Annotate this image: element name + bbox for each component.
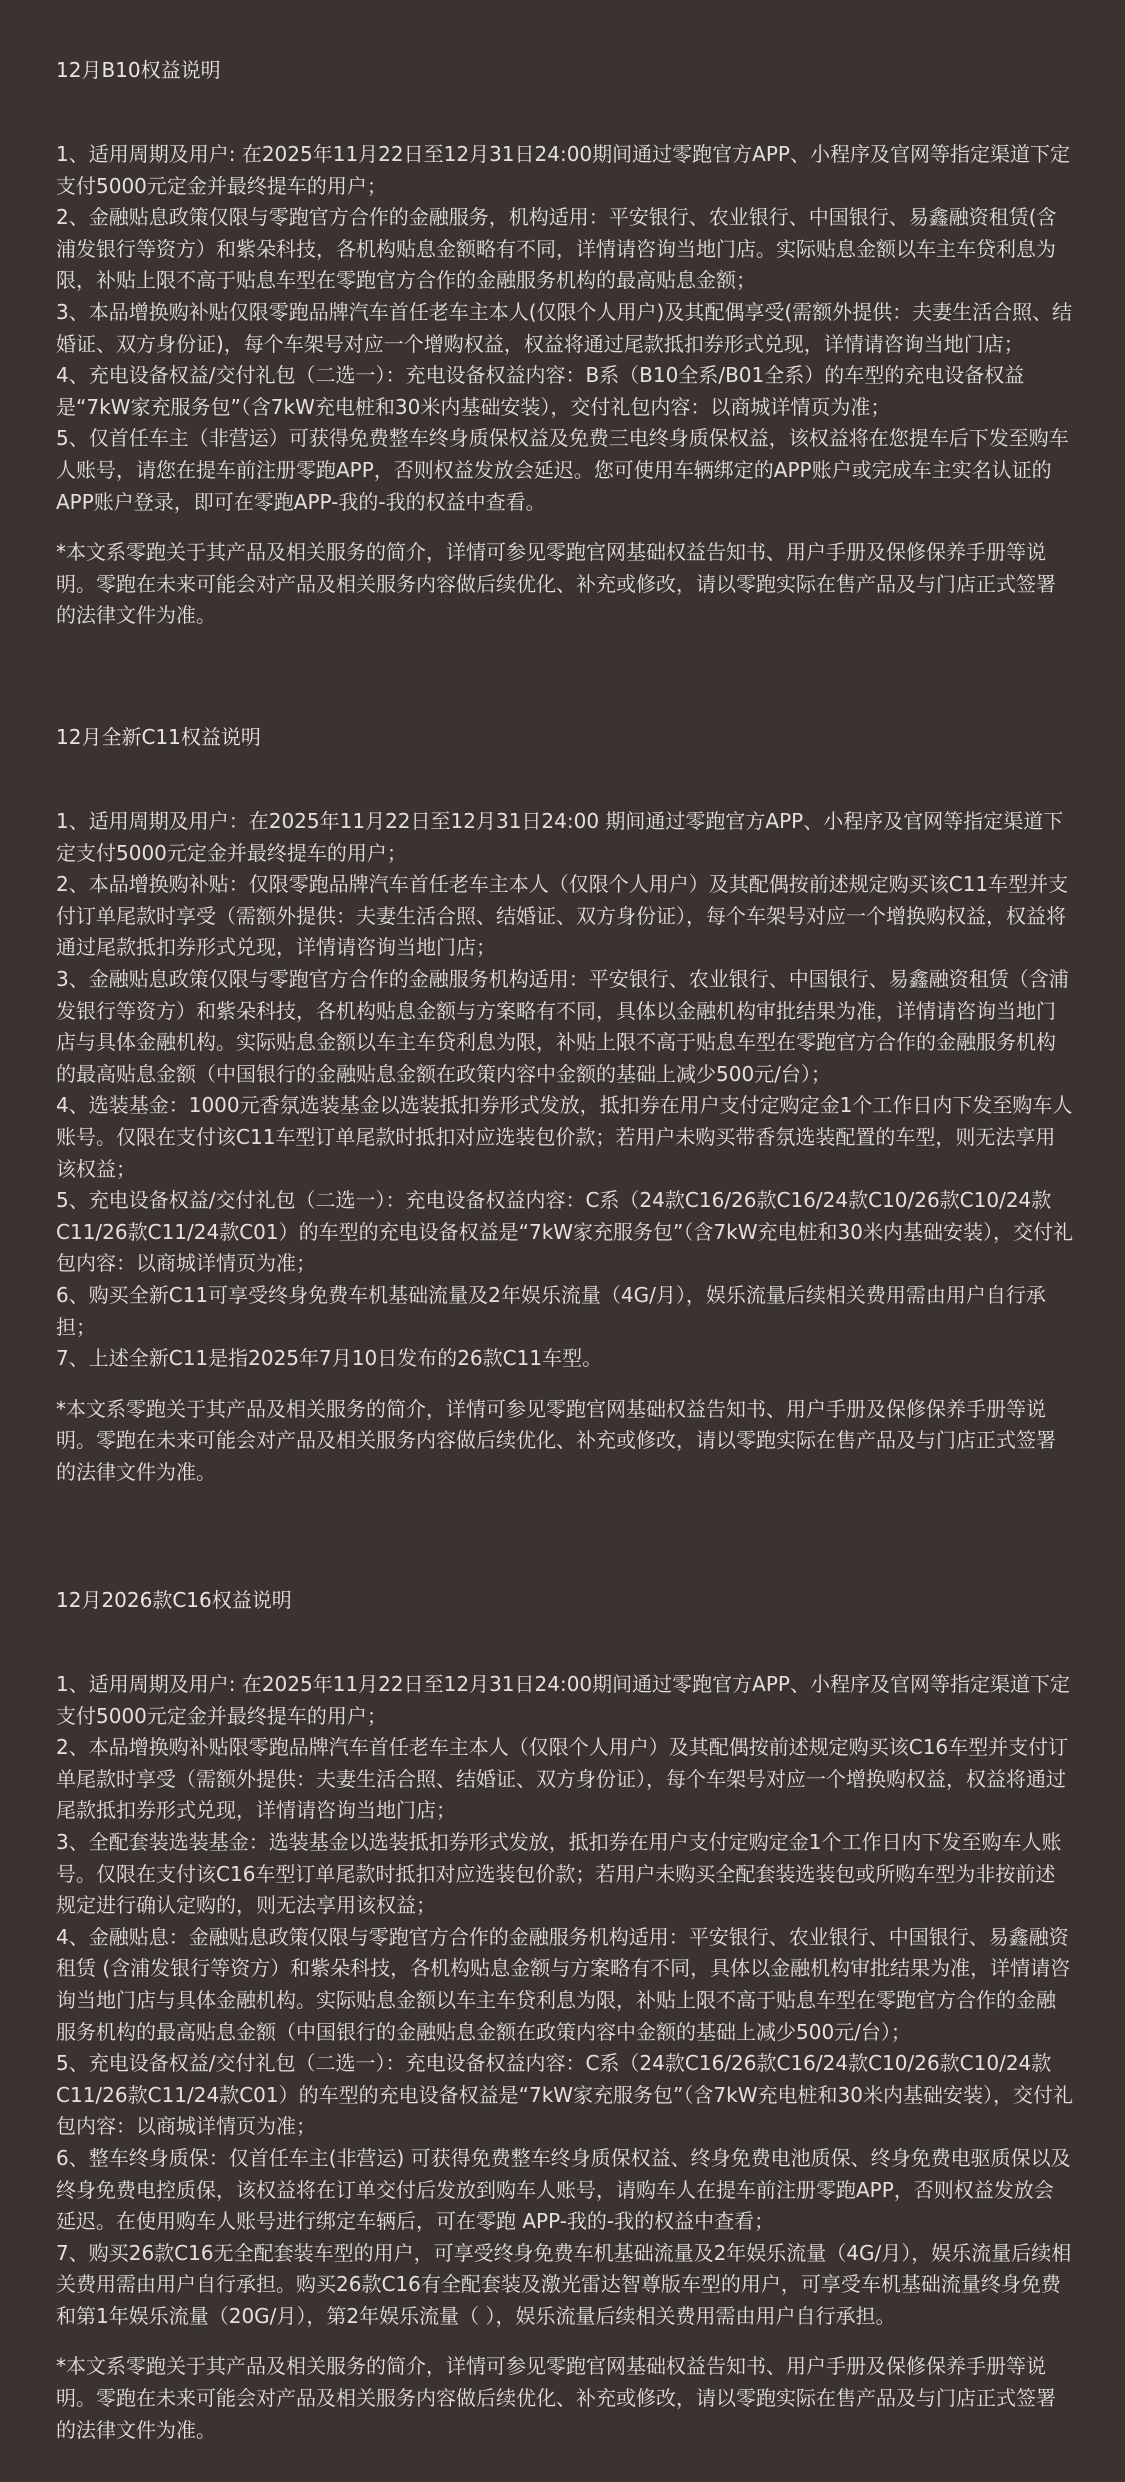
list-item: 5、充电设备权益/交付礼包（二选一）：充电设备权益内容：C系（24款C16/26款C16/24款C10/26款C10/24款C11/26款C11/24款C01）的车型的充电设备权益是“7kW家充服务包”（含7kW充电桩和30米内基础安装），交付礼包内容：以商城详情页为准；: [56, 2051, 1073, 2139]
section-title: 12月2026款C16权益说明: [56, 1588, 292, 1612]
list-item: 6、整车终身质保：仅首任车主(非营运) 可获得免费整车终身质保权益、终身免费电池质保、终身免费电驱质保以及终身免费电控质保，该权益将在订单交付后发放到购车人账号，请购车人在提车前注册零跑APP，否则权益发放会延迟。在使用购车人账号进行绑定车辆后，可在零跑 APP-我的-我的权益中查看；: [56, 2145, 1071, 2234]
list-item: 5、仅首任车主（非营运）可获得免费整车终身质保权益及免费三电终身质保权益，该权益将在您提车后下发至购车人账号，请您在提车前注册零跑APP，否则权益发放会延迟。您可使用车辆绑定的APP账户或完成车主实名认证的APP账户登录，即可在零跑APP-我的-我的权益中查看。: [56, 426, 1069, 514]
list-item: 3、本品增换购补贴仅限零跑品牌汽车首任老车主本人(仅限个人用户)及其配偶享受(需额外提供：夫妻生活合照、结婚证、双方身份证)，每个车架号对应一个增购权益，权益将通过尾款抵扣券形式兑现，详情请咨询当地门店；: [56, 299, 1073, 356]
section-title: 12月B10权益说明: [56, 58, 221, 82]
list-item: 4、选装基金：1000元香氛选装基金以选装抵扣券形式发放，抵扣券在用户支付定购定金1个工作日内下发至购车人账号。仅限在支付该C11车型订单尾款时抵扣对应选装包价款；若用户未购买带香氛选装配置的车型，则无法享用该权益；: [56, 1093, 1073, 1181]
list-item: 2、金融贴息政策仅限与零跑官方合作的金融服务，机构适用：平安银行、农业银行、中国银行、易鑫融资租赁(含浦发银行等资方）和紫朵科技，各机构贴息金额略有不同，详情请咨询当地门店。实际贴息金额以车主车贷利息为限，补贴上限不高于贴息车型在零跑官方合作的金融服务机构的最高贴息金额；: [56, 205, 1057, 293]
list-item: 1、适用周期及用户：在2025年11月22日至12月31日24:00 期间通过零跑官方APP、小程序及官网等指定渠道下定支付5000元定金并最终提车的用户；: [56, 809, 1064, 865]
benefit-list: [56, 139, 1073, 518]
list-item: 5、充电设备权益/交付礼包（二选一）：充电设备权益内容：C系（24款C16/26款C16/24款C10/26款C10/24款C11/26款C11/24款C01）的车型的充电设备权益是“7kW家充服务包”（含7kW充电桩和30米内基础安装），交付礼包内容：以商城详情页为准；: [56, 1188, 1073, 1276]
list-item: 3、全配套装选装基金：选装基金以选装抵扣券形式发放，抵扣券在用户支付定购定金1个工作日内下发至购车人账号。仅限在支付该C16车型订单尾款时抵扣对应选装包价款；若用户未购买全配套装选装包或所购车型为非按前述规定进行确认定购的，则无法享用该权益；: [56, 1829, 1062, 1918]
list-item: 2、本品增换购补贴：仅限零跑品牌汽车首任老车主本人（仅限个人用户）及其配偶按前述规定购买该C11车型并支付订单尾款时享受（需额外提供：夫妻生活合照、结婚证、双方身份证），每个车架号对应一个增换购权益，权益将通过尾款抵扣券形式兑现，详情请咨询当地门店；: [56, 872, 1069, 960]
list-item: 2、本品增换购补贴限零跑品牌汽车首任老车主本人（仅限个人用户）及其配偶按前述规定购买该C16车型并支付订单尾款时享受（需额外提供：夫妻生活合照、结婚证、双方身份证），每个车架号对应一个增换购权益，权益将通过尾款抵扣券形式兑现，详情请咨询当地门店；: [56, 1735, 1069, 1823]
section-b10-benefits: [56, 55, 1073, 632]
benefit-list: [56, 806, 1073, 1375]
list-item: 4、金融贴息：金融贴息政策仅限与零跑官方合作的金融服务机构适用：平安银行、农业银行、中国银行、易鑫融资租赁 (含浦发银行等资方）和紫朵科技，各机构贴息金额与方案略有不同，具体以金融机构审批结果为准，详情请咨询当地门店与具体金融机构。实际贴息金额以车主车贷利息为限，补贴上限不高于贴息车型在零跑官方合作的金融服务机构的最高贴息金额（中国银行的金融贴息金额在政策内容中金额的基础上减少500元/台）；: [56, 1924, 1071, 2044]
list-item: 1、适用周期及用户: 在2025年11月22日至12月31日24:00期间通过零跑官方APP、小程序及官网等指定渠道下定支付5000元定金并最终提车的用户；: [56, 1672, 1070, 1728]
disclaimer-note: *本文系零跑关于其产品及相关服务的简介，详情可参见零跑官网基础权益告知书、用户手册及保修保养手册等说明。零跑在未来可能会对产品及相关服务内容做后续优化、补充或修改，请以零跑实际在售产品及与门店正式签署的法律文件为准。: [56, 540, 1056, 628]
section-c11-benefits: [56, 722, 1073, 1488]
list-item: 3、金融贴息政策仅限与零跑官方合作的金融服务机构适用：平安银行、农业银行、中国银行、易鑫融资租赁（含浦发银行等资方）和紫朵科技，各机构贴息金额与方案略有不同，具体以金融机构审批结果为准，详情请咨询当地门店与具体金融机构。实际贴息金额以车主车贷利息为限，补贴上限不高于贴息车型在零跑官方合作的金融服务机构的最高贴息金额（中国银行的金融贴息金额在政策内容中金额的基础上减少500元/台）；: [56, 966, 1069, 1086]
benefit-list: [56, 1669, 1073, 2332]
list-item: 1、适用周期及用户: 在2025年11月22日至12月31日24:00期间通过零跑官方APP、小程序及官网等指定渠道下定支付5000元定金并最终提车的用户；: [56, 142, 1070, 198]
section-title: 12月全新C11权益说明: [56, 725, 261, 749]
list-item: 6、购买全新C11可享受终身免费车机基础流量及2年娱乐流量（4G/月），娱乐流量后续相关费用需由用户自行承担；: [56, 1282, 1046, 1339]
disclaimer-note: *本文系零跑关于其产品及相关服务的简介，详情可参见零跑官网基础权益告知书、用户手册及保修保养手册等说明。零跑在未来可能会对产品及相关服务内容做后续优化、补充或修改，请以零跑实际在售产品及与门店正式签署的法律文件为准。: [56, 2354, 1056, 2442]
list-item: 4、充电设备权益/交付礼包（二选一）：充电设备权益内容：B系（B10全系/B01全系）的车型的充电设备权益是“7kW家充服务包”（含7kW充电桩和30米内基础安装），交付礼包内容：以商城详情页为准；: [56, 363, 1025, 419]
disclaimer-note: *本文系零跑关于其产品及相关服务的简介，详情可参见零跑官网基础权益告知书、用户手册及保修保养手册等说明。零跑在未来可能会对产品及相关服务内容做后续优化、补充或修改，请以零跑实际在售产品及与门店正式签署的法律文件为准。: [56, 1396, 1056, 1484]
list-item: 7、购买26款C16无全配套装车型的用户，可享受终身免费车机基础流量及2年娱乐流量（4G/月），娱乐流量后续相关费用需由用户自行承担。购买26款C16有全配套装及激光雷达智尊版车型的用户，可享受车机基础流量终身免费和第1年娱乐流量（20G/月），第2年娱乐流量（ ），娱乐流量后续相关费用需由用户自行承担。: [56, 2240, 1072, 2328]
section-c16-benefits: [56, 1585, 1073, 2446]
list-item: 7、上述全新C11是指2025年7月10日发布的26款C11车型。: [56, 1346, 603, 1371]
